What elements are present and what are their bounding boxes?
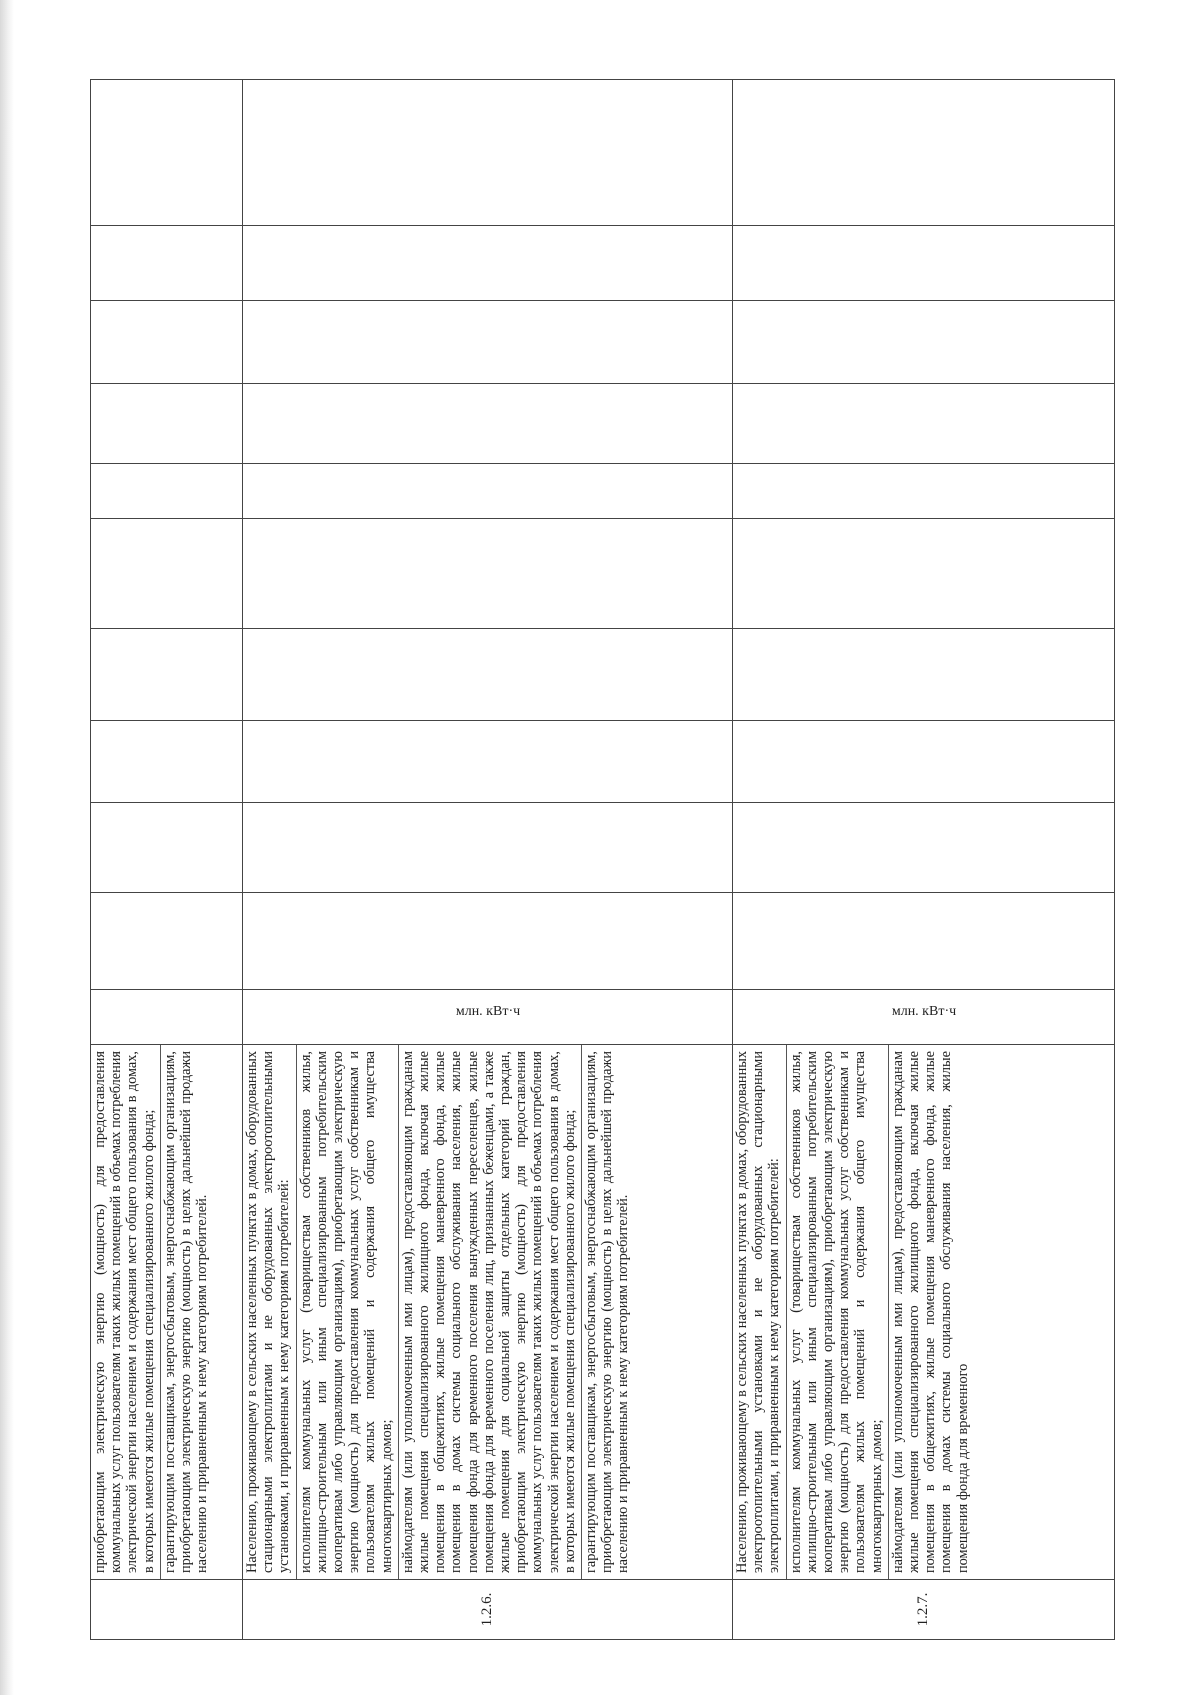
- value-cell: [91, 629, 243, 721]
- text-block: наймодателям (или уполномоченным ими лицам), предоставляющим гражданам жилые помещения специализированного жилищного фонда, включая жилые помещения в общежитиях, жилые помещения маневренного фонда, жилые помещения в домах системы социального обслуживания населения, жилые помещения фонда для временного: [889, 1051, 971, 1573]
- value-cell: [243, 384, 733, 464]
- value-cell: [91, 301, 243, 384]
- unit-cell: [91, 990, 243, 1045]
- value-cell: [733, 803, 1115, 893]
- unit-label: млн. кВт·ч: [455, 1003, 520, 1019]
- text-block: наймодателям (или уполномоченным ими лицам), предоставляющим гражданам жилые помещения специализированного жилищного фонда, включая жилые помещения в общежитиях, жилые помещения маневренного фонда, жилые помещения в домах системы социального обслуживания населения, жилые помещения фонда для временного поселения вынужденных переселенцев, жилые помещения фонда для временного поселения лиц, признанных беженцами, а также жилые помещения для социальной защиты отдельных категорий граждан, приобретающим электрическую энергию (мощность) для предоставления коммунальных услуг пользователям таких жилых помещений в объемах потребления электрической энергии населением и содержания мест общего пользования в домах, в которых имеются жилые помещения специализированного жилого фонда;: [399, 1045, 582, 1579]
- row-number: 1.2.7.: [733, 1580, 1115, 1640]
- value-cell: [733, 893, 1115, 990]
- table-row: [733, 80, 1115, 1640]
- row-number: [91, 1580, 243, 1640]
- text-block: Населению, проживающему в сельских населенных пунктах в домах, оборудованных электроотопительными установками и не оборудованных стационарными электроплитами, и приравненным к нему категориям потребителей:: [733, 1045, 787, 1579]
- table-row: [91, 80, 243, 1640]
- scan-edge-shadow: [0, 0, 14, 1695]
- value-cell: [243, 301, 733, 384]
- value-cell: [733, 384, 1115, 464]
- value-cell: [733, 519, 1115, 629]
- value-cell: [91, 226, 243, 301]
- value-cell: [91, 80, 243, 226]
- value-cell: [243, 226, 733, 301]
- value-cell: [733, 721, 1115, 803]
- value-cell: [243, 721, 733, 803]
- value-cell: [733, 80, 1115, 226]
- row-text-cell: [733, 1045, 1115, 1580]
- value-cell: [243, 519, 733, 629]
- unit-cell: [733, 990, 1115, 1045]
- tariff-table: [90, 79, 1115, 1640]
- unit-cell: [243, 990, 733, 1045]
- text-block: Населению, проживающему в сельских населенных пунктах в домах, оборудованных стационарными электроплитами и не оборудованных электроотопительными установками, и приравненным к нему категориям потребителей:: [243, 1045, 297, 1579]
- text-block: гарантирующим поставщикам, энергосбытовым, энергоснабжающим организациям, приобретающим электрическую энергию (мощность) в целях дальнейшей продажи населению и приравненным к нему категориям потребителей.: [583, 1051, 632, 1573]
- value-cell: [243, 464, 733, 519]
- value-cell: [733, 301, 1115, 384]
- text-block: приобретающим электрическую энергию (мощность) для предоставления коммунальных услуг пользователям таких жилых помещений в объемах потребления электрической энергии населением и содержания мест общего пользования в домах, в которых имеются жилые помещения специализированного жилого фонда;: [91, 1045, 161, 1579]
- value-cell: [91, 519, 243, 629]
- value-cell: [91, 803, 243, 893]
- text-block: исполнителям коммунальных услуг (товариществам собственников жилья, жилищно-строительным или иным специализированным потребительским кооперативам либо управляющим организациям), приобретающим электрическую энергию (мощность) для предоставления коммунальных услуг собственникам и пользователям жилых помещений и содержания общего имущества многоквартирных домов;: [297, 1045, 399, 1579]
- unit-label: млн. кВт·ч: [891, 1003, 956, 1019]
- row-text-cell: [91, 1045, 243, 1580]
- table-row: [243, 80, 733, 1640]
- value-cell: [243, 80, 733, 226]
- value-cell: [91, 384, 243, 464]
- value-cell: [733, 629, 1115, 721]
- scanned-page: [90, 80, 1115, 1640]
- value-cell: [91, 721, 243, 803]
- text-block: гарантирующим поставщикам, энергосбытовым, энергоснабжающим организациям, приобретающим электрическую энергию (мощность) в целях дальнейшей продажи населению и приравненным к нему категориям потребителей.: [161, 1051, 211, 1573]
- value-cell: [733, 464, 1115, 519]
- value-cell: [91, 893, 243, 990]
- row-number: 1.2.6.: [243, 1580, 733, 1640]
- value-cell: [733, 226, 1115, 301]
- value-cell: [243, 803, 733, 893]
- text-block: исполнителям коммунальных услуг (товариществам собственников жилья, жилищно-строительным или иным специализированным потребительским кооперативам либо управляющим организациям), приобретающим электрическую энергию (мощность) для предоставления коммунальных услуг собственникам и пользователям жилых помещений и содержания общего имущества многоквартирных домов;: [787, 1045, 889, 1579]
- rotated-table-container: [90, 80, 1115, 1640]
- value-cell: [91, 464, 243, 519]
- row-text-cell: [243, 1045, 733, 1580]
- value-cell: [243, 893, 733, 990]
- value-cell: [243, 629, 733, 721]
